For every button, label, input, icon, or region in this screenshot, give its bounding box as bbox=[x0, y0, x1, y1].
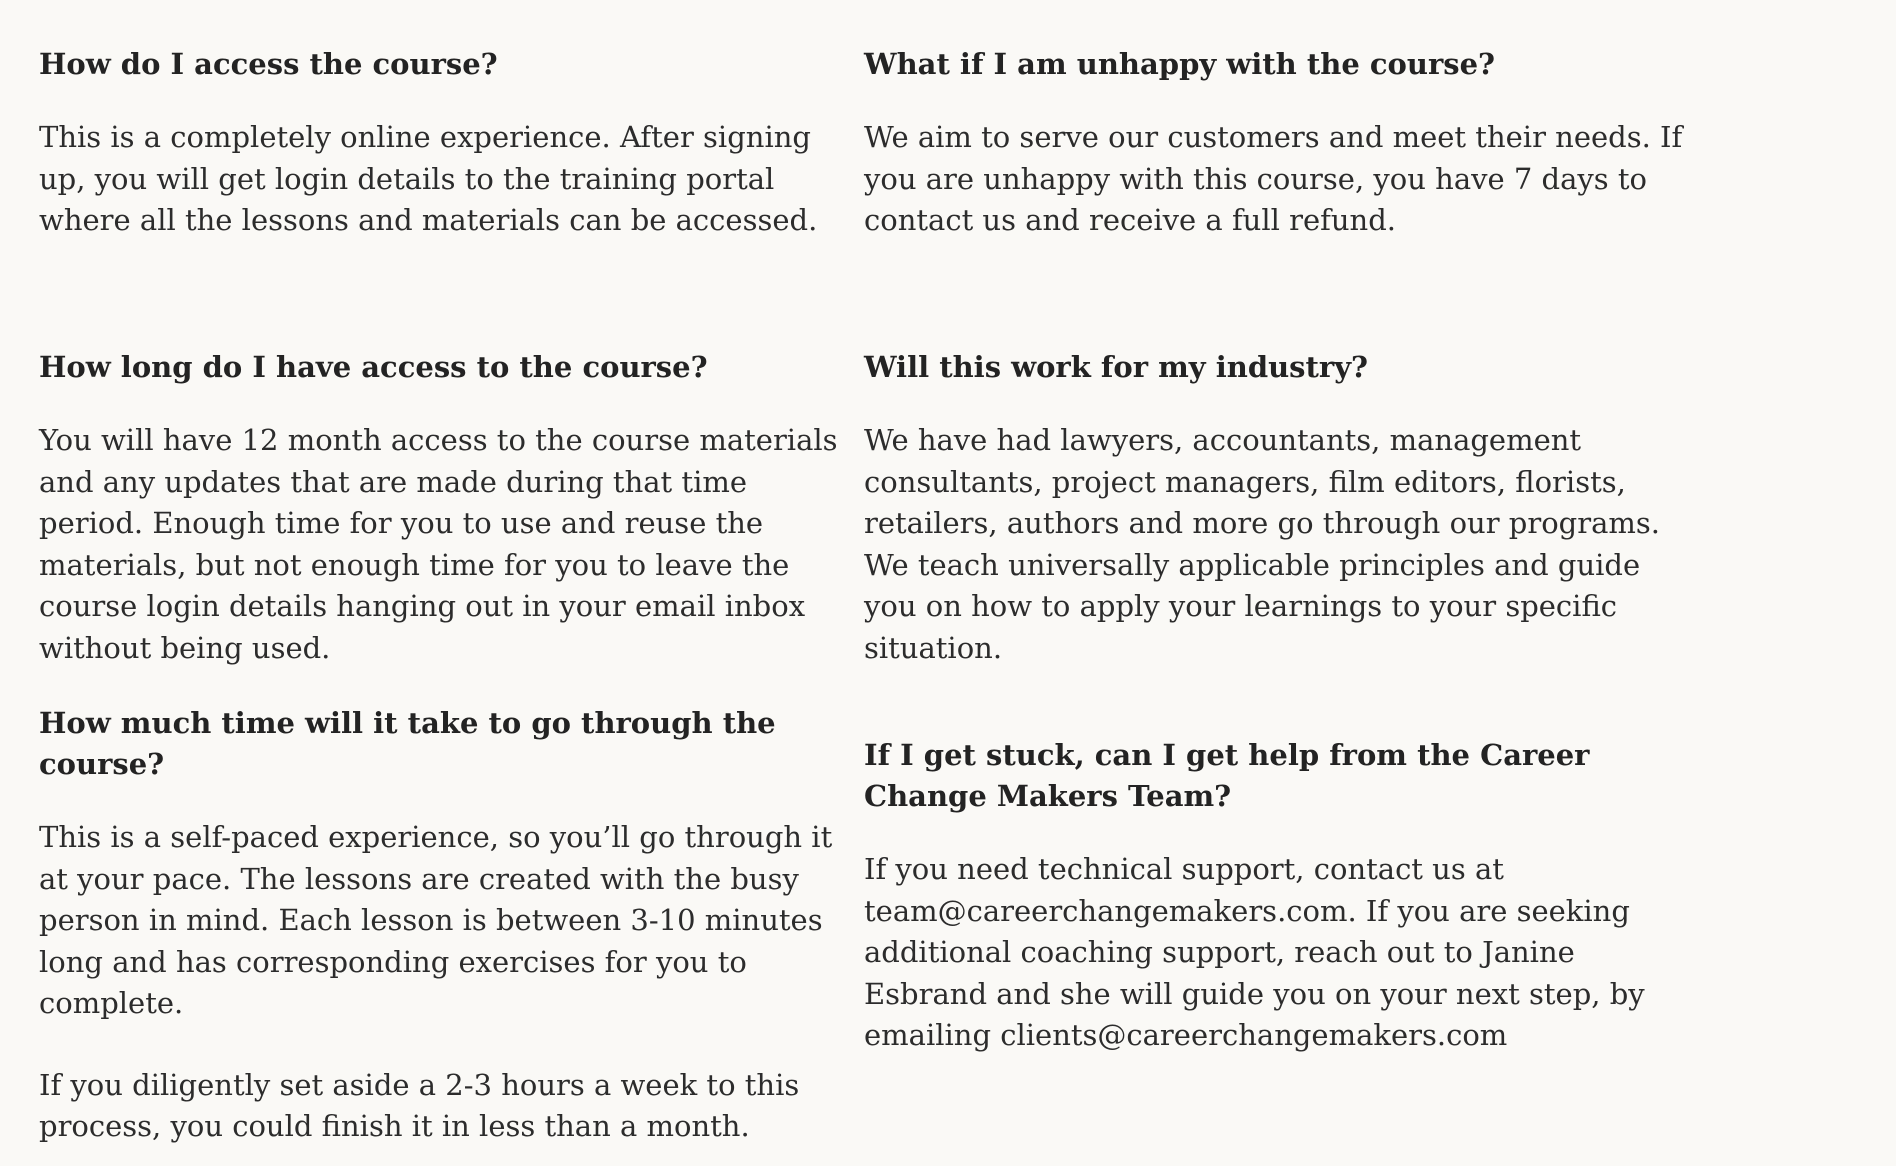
faq-answer: If you diligently set aside a 2-3 hours a week to this process, you could finish it in less than a month. bbox=[39, 1067, 800, 1143]
faq-question: What if I am unhappy with the course? bbox=[864, 47, 1496, 81]
faq-answer: We have had lawyers, accountants, management consultants, project managers, film editors, florists, retailers, authors and more go through our programs. We teach universally applicable principles and guide you on how to apply your learnings to your specific situation. bbox=[864, 423, 1660, 665]
faq-question: If I get stuck, can I get help from the Career Change Makers Team? bbox=[864, 738, 1590, 813]
faq-item-support bbox=[864, 735, 1664, 1057]
faq-answer: This is a completely online experience. After signing up, you will get login details to the training portal where all the lessons and materials can be accessed. bbox=[39, 120, 818, 237]
faq-item-access-duration bbox=[39, 347, 859, 669]
faq-question: Will this work for my industry? bbox=[864, 350, 1369, 384]
faq-answer: We aim to serve our customers and meet their needs. If you are unhappy with this course, you have 7 days to contact us and receive a full refund. bbox=[864, 120, 1683, 237]
faq-answer: You will have 12 month access to the course materials and any updates that are made during that time period. Enough time for you to use and reuse the materials, but not enough time for you to leave the course login details hanging out in your email inbox without being used. bbox=[39, 423, 838, 665]
faq-answer: If you need technical support, contact us at team@careerchangemakers.com. If you are seeking additional coaching support, reach out to Janine Esbrand and she will guide you on your next step, by emailing clients@careerchangemakers.com bbox=[864, 852, 1645, 1052]
faq-item-refund bbox=[864, 44, 1684, 242]
faq-question: How much time will it take to go through the course? bbox=[39, 706, 776, 781]
faq-item-time-required bbox=[39, 703, 839, 1148]
faq-answer: This is a self-paced experience, so you’ll go through it at your pace. The lessons are created with the busy person in mind. Each lesson is between 3-10 minutes long and has corresponding exercises for you to complete. bbox=[39, 820, 833, 1020]
faq-question: How long do I have access to the course? bbox=[39, 350, 708, 384]
faq-item-industry bbox=[864, 347, 1684, 669]
faq-item-access bbox=[39, 44, 859, 242]
faq-question: How do I access the course? bbox=[39, 47, 498, 81]
